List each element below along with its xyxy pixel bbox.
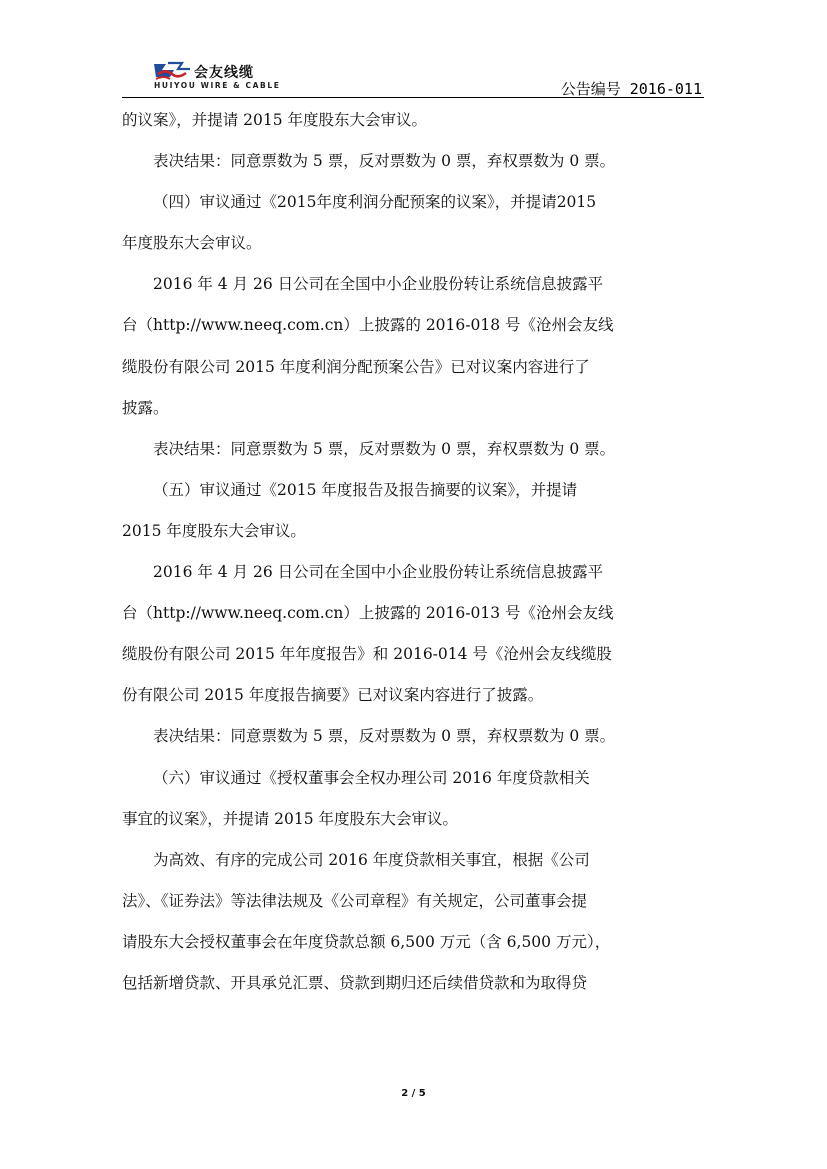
text-line: 表决结果：同意票数为 5 票，反对票数为 0 票，弃权票数为 0 票。 (153, 152, 616, 171)
page-number: 2 / 5 (401, 1088, 426, 1099)
text-line: （五）审议通过《2015 年度报告及报告摘要的议案》，并提请 (153, 480, 578, 499)
company-logo (152, 60, 281, 90)
text-line: 表决结果：同意票数为 5 票，反对票数为 0 票，弃权票数为 0 票。 (153, 727, 616, 746)
text-line: 2016 年 4 月 26 日公司在全国中小企业股份转让系统信息披露平 (153, 563, 604, 582)
text-line: 年度股东大会审议。 (122, 234, 262, 253)
text-line: 请股东大会授权董事会在年度贷款总额 6,500 万元（含 6,500 万元）， (122, 932, 611, 951)
text-line: 台（http://www.neeq.com.cn）上披露的 2016-018 号《沧州会友线 (122, 316, 614, 335)
logo-english-name: HUIYOU WIRE & CABLE (154, 81, 281, 90)
text-line: 事宜的议案》，并提请 2015 年度股东大会审议。 (122, 809, 459, 828)
logo-chinese-name: 会友线缆 (194, 65, 254, 81)
announcement-number: 公告编号 2016-011 (560, 80, 702, 98)
text-line: 2016 年 4 月 26 日公司在全国中小企业股份转让系统信息披露平 (153, 275, 604, 294)
text-line: 包括新增贷款、开具承兑汇票、贷款到期归还后续借贷款和为取得贷 (122, 973, 588, 992)
text-line: 台（http://www.neeq.com.cn）上披露的 2016-013 号《沧州会友线 (122, 604, 614, 623)
text-line: 缆股份有限公司 2015 年度利润分配预案公告》已对议案内容进行了 (122, 357, 590, 376)
logo-mark-icon (152, 60, 192, 82)
text-line: 缆股份有限公司 2015 年年度报告》和 2016-014 号《沧州会友线缆股 (122, 645, 612, 664)
header-divider (122, 97, 704, 98)
document-body (122, 100, 704, 1004)
text-line: （四）审议通过《2015年度利润分配预案的议案》，并提请2015 (153, 193, 597, 212)
text-line: （六）审议通过《授权董事会全权办理公司 2016 年度贷款相关 (153, 768, 590, 787)
page-header (122, 54, 704, 99)
text-line: 表决结果：同意票数为 5 票，反对票数为 0 票，弃权票数为 0 票。 (153, 439, 616, 458)
text-line: 份有限公司 2015 年度报告摘要》已对议案内容进行了披露。 (122, 686, 544, 705)
text-line: 2015 年度股东大会审议。 (122, 521, 306, 540)
text-line: 披露。 (122, 398, 169, 417)
text-line: 为高效、有序的完成公司 2016 年度贷款相关事宜，根据《公司 (153, 850, 590, 869)
text-line: 法》、《证券法》等法律法规及《公司章程》有关规定，公司董事会提 (122, 891, 588, 910)
text-line: 的议案》，并提请 2015 年度股东大会审议。 (122, 111, 428, 129)
